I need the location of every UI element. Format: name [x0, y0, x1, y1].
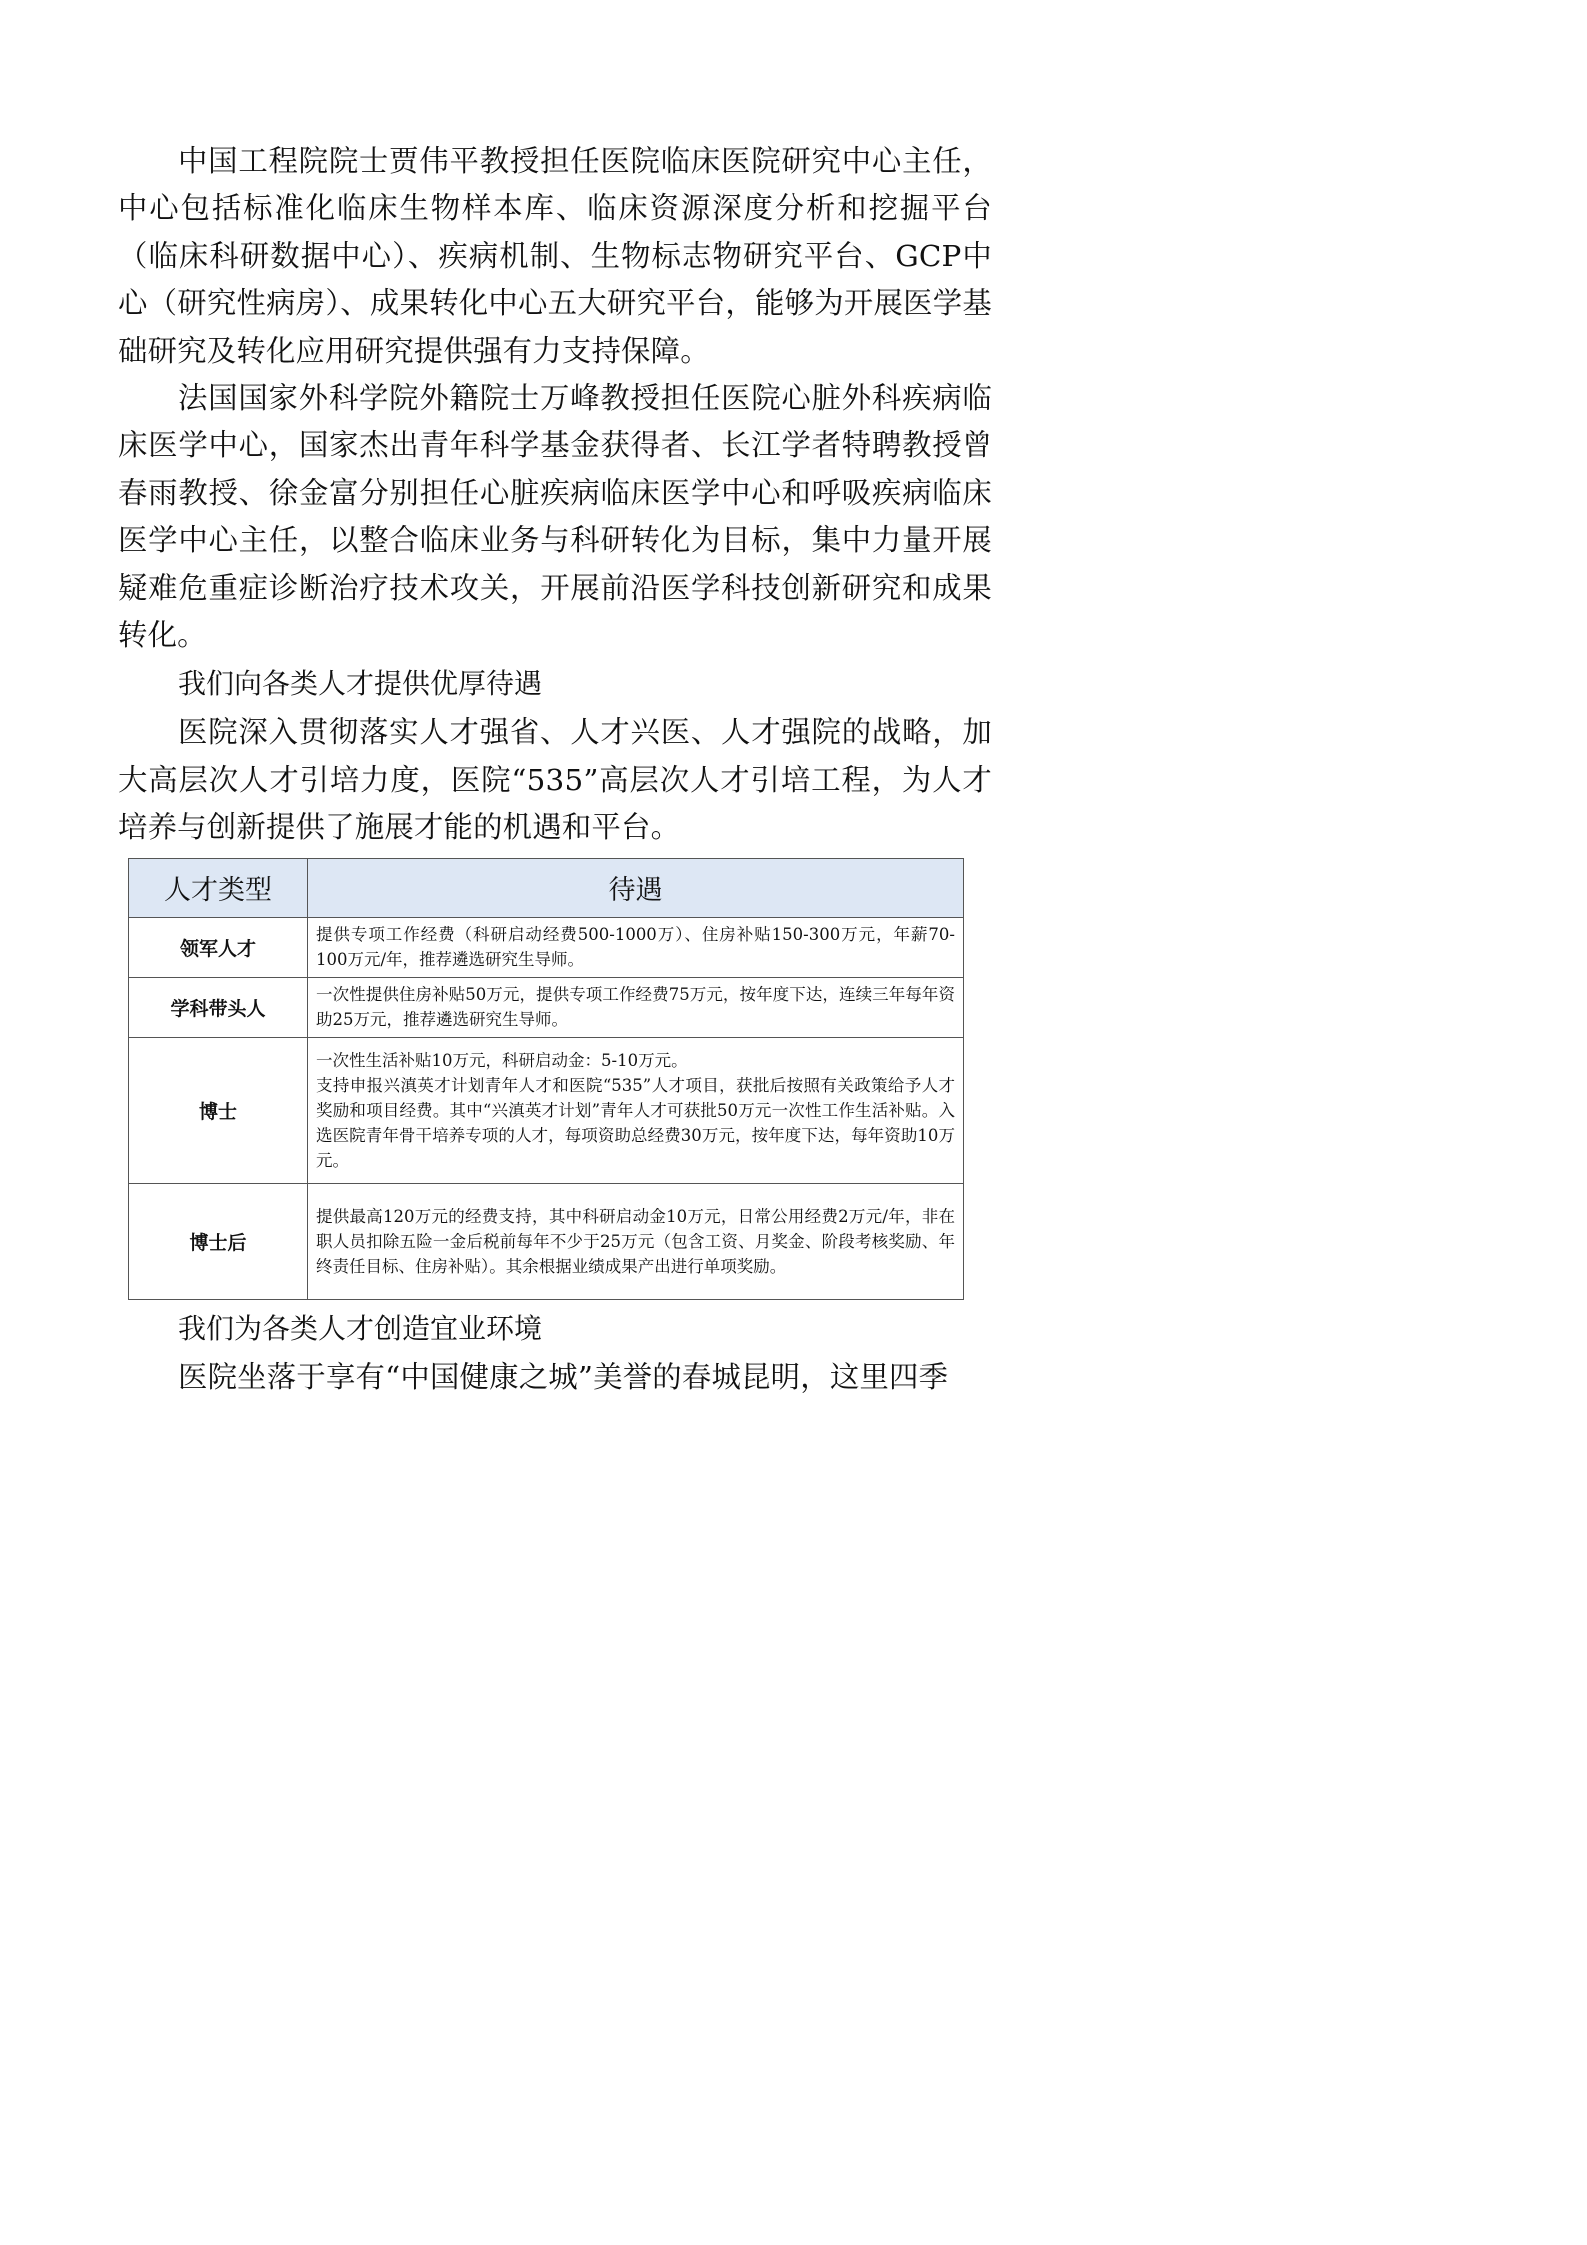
- benefit-text: 支持申报兴滇英才计划青年人才和医院“535”人才项目，获批后按照有关政策给予人才奖励和项目经费。其中“兴滇英才计划”青年人才可获批50万元一次性工作生活补贴。入选医院青年骨干培养专项的人才，每项资助总经费30万元，按年度下达，每年资助10万元。: [316, 1075, 955, 1170]
- talent-type-cell: 博士: [129, 1037, 308, 1183]
- benefit-detail-cell: [308, 1037, 964, 1183]
- heading-benefits: 我们向各类人才提供优厚待遇: [178, 667, 543, 701]
- header-benefits: 待遇: [308, 858, 964, 917]
- benefit-text: 提供专项工作经费（科研启动经费500-1000万）、住房补贴150-300万元，年薪70-100万元/年，推荐遴选研究生导师。: [316, 925, 955, 970]
- table-row: [129, 917, 964, 977]
- benefit-text: 一次性提供住房补贴50万元，提供专项工作经费75万元，按年度下达，连续三年每年资助25万元，推荐遴选研究生导师。: [316, 985, 955, 1030]
- talent-type-cell: 博士后: [129, 1183, 308, 1299]
- benefit-text: 提供最高120万元的经费支持，其中科研启动金10万元，日常公用经费2万元/年，非在职人员扣除五险一金后税前每年不少于25万元（包含工资、月奖金、阶段考核奖励、年终责任目标、住房补贴）。其余根据业绩成果产出进行单项奖励。: [316, 1206, 955, 1276]
- benefit-text: 一次性生活补贴10万元，科研启动金：5-10万元。: [316, 1050, 688, 1070]
- talent-type-cell: 领军人才: [129, 917, 308, 977]
- table-row: [129, 1037, 964, 1183]
- benefit-detail-cell: [308, 917, 964, 977]
- table-row: [129, 1183, 964, 1299]
- table-header-row: [129, 858, 964, 917]
- benefit-detail-cell: [308, 1183, 964, 1299]
- heading-environment: 我们为各类人才创造宜业环境: [178, 1311, 543, 1345]
- table-row: [129, 977, 964, 1037]
- benefits-table: [128, 858, 964, 1300]
- paragraph-environment: 医院坐落于享有“中国健康之城”美誉的春城昆明，这里四季: [178, 1359, 949, 1394]
- paragraph-clinical-centers: 法国国家外科学院外籍院士万峰教授担任医院心脏外科疾病临床医学中心，国家杰出青年科学基金获得者、长江学者特聘教授曾春雨教授、徐金富分别担任心脏疾病临床医学中心和呼吸疾病临床医学中心主任，以整合临床业务与科研转化为目标，集中力量开展疑难危重症诊断治疗技术攻关，开展前沿医学科技创新研究和成果转化。: [118, 381, 992, 653]
- paragraph-benefits: 医院深入贯彻落实人才强省、人才兴医、人才强院的战略，加大高层次人才引培力度，医院“535”高层次人才引培工程，为人才培养与创新提供了施展才能的机遇和平台。: [118, 715, 992, 845]
- benefit-detail-cell: [308, 977, 964, 1037]
- document-page: [118, 138, 992, 1401]
- talent-type-cell: 学科带头人: [129, 977, 308, 1037]
- paragraph-research-center: 中国工程院院士贾伟平教授担任医院临床医院研究中心主任，中心包括标准化临床生物样本库、临床资源深度分析和挖掘平台（临床科研数据中心）、疾病机制、生物标志物研究平台、GCP中心（研究性病房）、成果转化中心五大研究平台，能够为开展医学基础研究及转化应用研究提供强有力支持保障。: [118, 144, 992, 368]
- header-talent-type: 人才类型: [129, 858, 308, 917]
